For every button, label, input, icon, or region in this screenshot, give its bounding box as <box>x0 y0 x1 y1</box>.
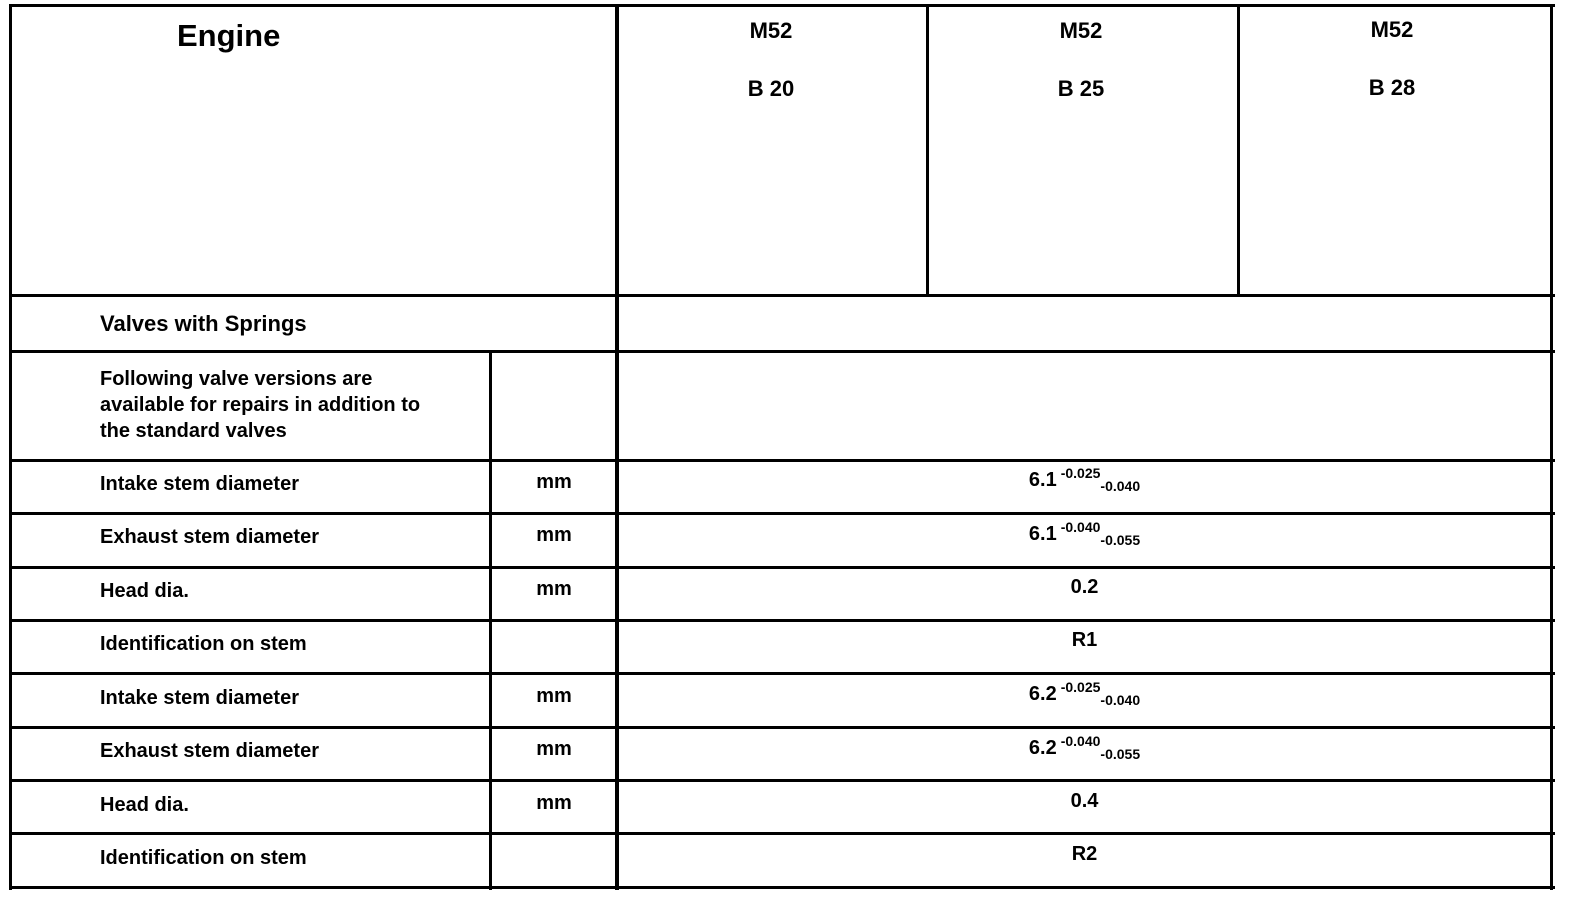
row-line-2 <box>9 566 1555 569</box>
row-line-1 <box>9 512 1555 515</box>
column-b28-variant: B 28 <box>1368 75 1416 100</box>
table-right-border <box>1550 4 1553 890</box>
value-nominal: R1 <box>1071 629 1098 651</box>
row-line-note <box>9 459 1555 462</box>
row-line-5 <box>9 726 1555 729</box>
column-b20-model: M52 <box>749 18 793 43</box>
row-value <box>619 843 1550 866</box>
row-value <box>619 790 1550 813</box>
row-label: Identification on stem <box>100 633 307 655</box>
row-value <box>619 519 1550 548</box>
row-line-section <box>9 350 1555 353</box>
value-nominal: 0.2 <box>1070 576 1099 598</box>
row-label: Head dia. <box>100 580 189 602</box>
value-nominal: 6.2 <box>1028 683 1057 705</box>
value-upper-tolerance: -0.040 <box>1060 733 1101 749</box>
row-value <box>619 733 1550 762</box>
value-lower-tolerance: -0.040 <box>1100 692 1141 708</box>
col-divider-b20-b25 <box>926 4 929 296</box>
value-lower-tolerance: -0.055 <box>1100 746 1141 762</box>
row-unit: mm <box>536 524 572 546</box>
value-nominal: R2 <box>1071 843 1098 865</box>
row-label: Head dia. <box>100 794 189 816</box>
column-b28-model: M52 <box>1370 17 1414 42</box>
value-nominal: 6.1 <box>1028 523 1057 545</box>
row-unit: mm <box>536 578 572 600</box>
row-line-6 <box>9 779 1555 782</box>
column-b20-variant: B 20 <box>747 76 795 101</box>
section-title: Valves with Springs <box>100 311 307 336</box>
row-line-7 <box>9 832 1555 835</box>
section-note-line: the standard valves <box>100 420 287 442</box>
row-unit: mm <box>536 685 572 707</box>
row-value <box>619 465 1550 494</box>
table-top-border <box>9 4 1555 7</box>
value-nominal: 0.4 <box>1070 790 1099 812</box>
row-label: Intake stem diameter <box>100 687 299 709</box>
value-lower-tolerance: -0.040 <box>1100 478 1141 494</box>
value-upper-tolerance: -0.040 <box>1060 519 1101 535</box>
col-divider-b25-b28 <box>1237 4 1240 296</box>
value-nominal: 6.2 <box>1028 737 1057 759</box>
row-value <box>619 679 1550 708</box>
row-label: Identification on stem <box>100 847 307 869</box>
row-line-3 <box>9 619 1555 622</box>
table-bottom-border <box>9 886 1555 889</box>
row-unit: mm <box>536 792 572 814</box>
row-line-header <box>9 294 1555 297</box>
section-note-line: Following valve versions are <box>100 368 373 390</box>
section-note-line: available for repairs in addition to <box>100 394 421 416</box>
value-nominal: 6.1 <box>1028 469 1057 491</box>
row-label: Exhaust stem diameter <box>100 740 319 762</box>
row-label: Intake stem diameter <box>100 473 299 495</box>
column-b25-variant: B 25 <box>1057 76 1105 101</box>
row-value <box>619 576 1550 599</box>
value-lower-tolerance: -0.055 <box>1100 532 1141 548</box>
row-value <box>619 629 1550 652</box>
row-line-4 <box>9 672 1555 675</box>
row-unit: mm <box>536 738 572 760</box>
row-unit: mm <box>536 471 572 493</box>
value-upper-tolerance: -0.025 <box>1060 465 1101 481</box>
row-label: Exhaust stem diameter <box>100 526 319 548</box>
column-b25-model: M52 <box>1059 18 1103 43</box>
value-upper-tolerance: -0.025 <box>1060 679 1101 695</box>
table-left-border <box>9 4 12 890</box>
engine-header: Engine <box>177 18 281 53</box>
